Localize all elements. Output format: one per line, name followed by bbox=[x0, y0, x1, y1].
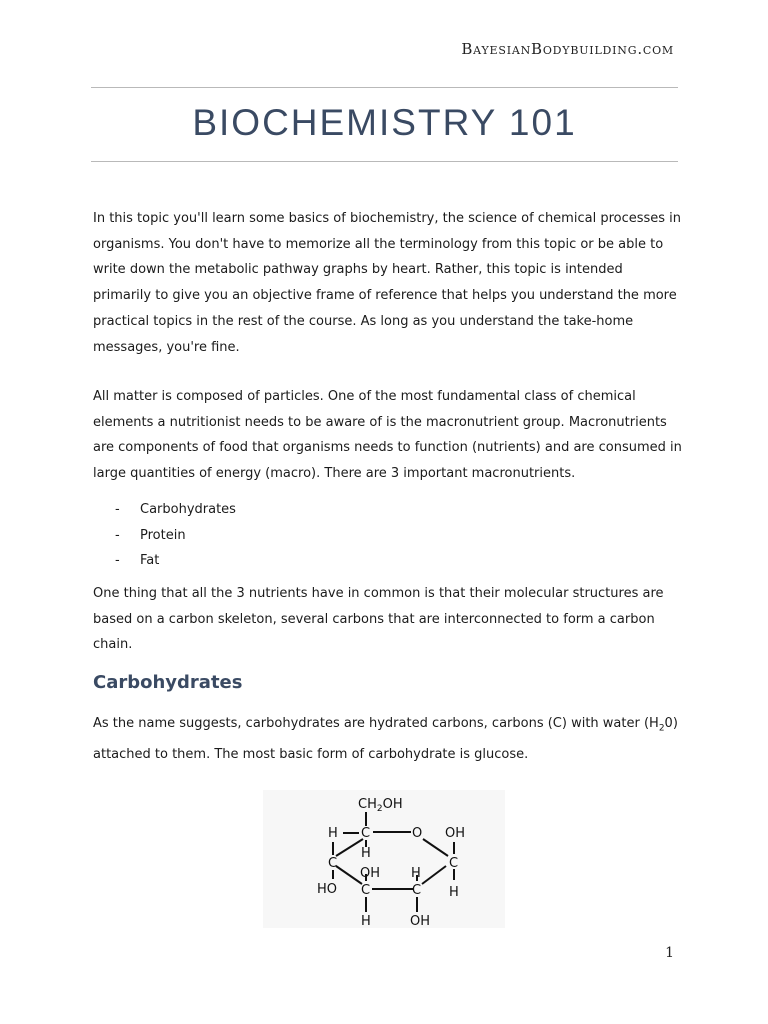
bullet-dash: - bbox=[115, 553, 120, 569]
list-item bbox=[115, 548, 236, 574]
atom-c: C bbox=[449, 856, 459, 871]
header-bottom-rule bbox=[91, 161, 678, 162]
atom-h: H bbox=[328, 826, 338, 841]
paragraph-text: 0) attached to them. The most basic form of carbohydrate is glucose. bbox=[93, 716, 678, 763]
atom-ho: HO bbox=[317, 882, 338, 897]
paragraph-text: As the name suggests, carbohydrates are hydrated carbons, carbons (C) with water (H bbox=[93, 716, 659, 731]
header-top-rule bbox=[91, 87, 678, 88]
atom-oh: OH bbox=[360, 866, 381, 881]
atom-h: H bbox=[411, 866, 421, 881]
atom-oh: OH bbox=[445, 826, 466, 841]
macronutrient-list bbox=[115, 497, 236, 574]
carbon-skeleton-paragraph: One thing that all the 3 nutrients have in common is that their molecular structures are based on a carbon skeleton, several carbons that are interconnected to form a carbon chain. bbox=[93, 586, 664, 653]
atom-c: C bbox=[361, 883, 371, 898]
atom-o: O bbox=[412, 826, 423, 841]
intro-paragraph: In this topic you'll learn some basics of biochemistry, the science of chemical processes in organisms. You don't have to memorize all the terminology from this topic or be able to write down the metabolic pathway graphs by heart. Rather, this topic is intended primarily to give you an objective frame of reference that helps you understand the more practical topics in the rest of the course. As long as you understand the take-home messages, you're fine. bbox=[93, 211, 682, 355]
subscript: 2 bbox=[658, 723, 665, 734]
list-item-label: Fat bbox=[140, 553, 160, 569]
section-heading-carbohydrates: Carbohydrates bbox=[93, 672, 243, 693]
macronutrients-paragraph: All matter is composed of particles. One of the most fundamental class of chemical elements a nutritionist needs to be aware of is the macronutrient group. Macronutrients are components of food that organisms needs to function (nutrients) and are consumed in large quantities of energy (macro). There are 3 important macronutrients. bbox=[93, 389, 682, 482]
bullet-dash: - bbox=[115, 502, 120, 517]
atom-h: H bbox=[361, 846, 371, 861]
ch2oh-group: $CH_2OH$ bbox=[358, 797, 403, 814]
page-number: 1 bbox=[665, 945, 674, 961]
list-item-label: Protein bbox=[140, 527, 186, 543]
atom-h: H bbox=[361, 914, 371, 928]
atom-c: C bbox=[361, 826, 371, 841]
page-title: BIOCHEMISTRY 101 bbox=[192, 102, 577, 143]
list-item bbox=[115, 497, 236, 523]
atom-c: C bbox=[412, 883, 422, 898]
bullet-dash: - bbox=[115, 527, 120, 543]
site-url-header: BayesianBodybuilding.com bbox=[461, 40, 674, 58]
atom-oh: OH bbox=[410, 914, 431, 928]
atom-h: H bbox=[449, 885, 459, 900]
glucose-structure-diagram bbox=[263, 790, 505, 928]
carbohydrates-paragraph bbox=[93, 711, 683, 768]
list-item-label: Carbohydrates bbox=[140, 502, 236, 517]
atom-c: C bbox=[328, 856, 338, 871]
list-item bbox=[115, 523, 236, 549]
